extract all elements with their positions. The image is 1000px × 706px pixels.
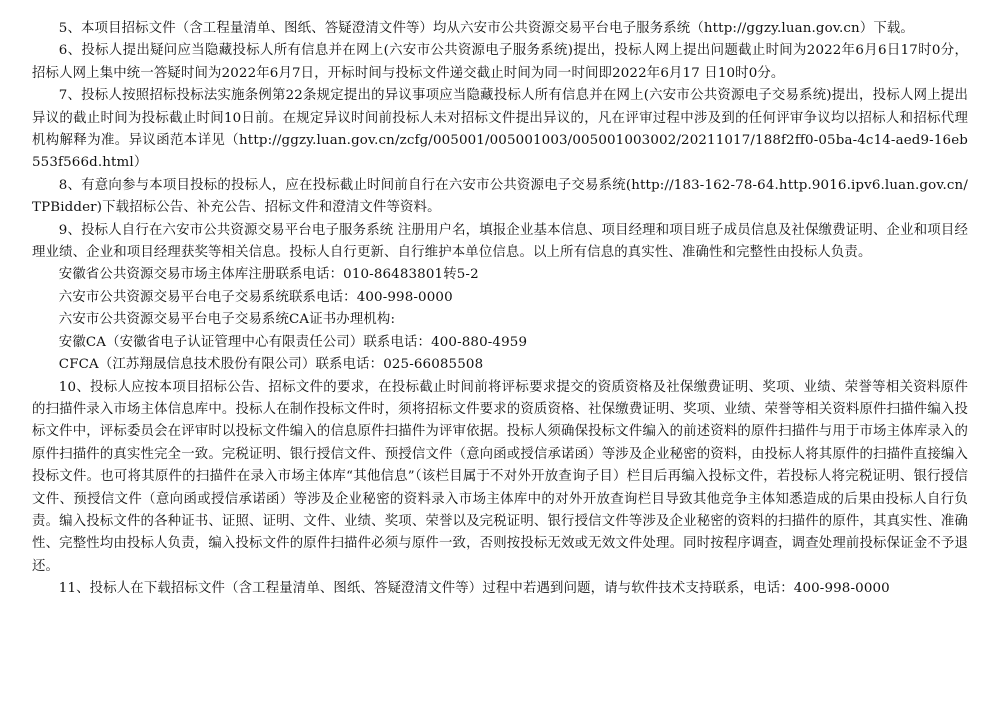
document-body	[32, 18, 968, 601]
paragraph-6: 6、投标人提出疑问应当隐藏投标人所有信息并在网上(六安市公共资源电子服务系统)提出，投标人网上提出问题截止时间为2022年6月6日17时0分，招标人网上集中统一答疑时间为2022年6月7日，开标时间与投标文件递交截止时间为同一时间即2022年6月17 日10时0分。	[32, 43, 968, 81]
paragraph-5: 5、本项目招标文件（含工程量清单、图纸、答疑澄清文件等）均从六安市公共资源交易平台电子服务系统（http://ggzy.luan.gov.cn）下载。	[58, 21, 914, 36]
contact-cfca-phone: CFCA（江苏翔晟信息技术股份有限公司）联系电话：025-66085508	[58, 357, 484, 373]
paragraph-7: 7、投标人按照招标投标法实施条例第22条规定提出的异议事项应当隐藏投标人所有信息并在网上(六安市公共资源电子交易系统)提出，投标人网上提出异议的截止时间为投标截止时间10日前。在规定异议时间前投标人未对招标文件提出异议的，凡在评审过程中涉及到的任何评审争议均以招标人和招标代理机构解释为准。异议函范本详见（http://ggzy.luan.gov.cn/zcfg/005001/005001003/005001003002/20211017/188f2ff0-05ba-4c14-aed9-16eb553f566d.html）	[32, 88, 968, 171]
paragraph-9: 9、投标人自行在六安市公共资源交易平台电子服务系统 注册用户名，填报企业基本信息、项目经理和项目班子成员信息及社保缴费证明、企业和项目经理业绩、企业和项目经理获奖等相关信息。投标人自行更新、自行维护本单位信息。以上所有信息的真实性、准确性和完整性由投标人负责。	[32, 222, 968, 261]
paragraph-10: 10、投标人应按本项目招标公告、招标文件的要求，在投标截止时间前将评标要求提交的资质资格及社保缴费证明、奖项、业绩、荣誉等相关资料原件的扫描件录入市场主体信息库中。投标人在制作投标文件时，须将招标文件要求的资质资格、社保缴费证明、奖项、业绩、荣誉等相关资料原件扫描件编入投标文件中，评标委员会在评审时以投标文件编入的信息原件扫描件为评审依据。投标人须确保投标文件编入的前述资料的原件扫描件与用于市场主体库录入的原件扫描件的真实性完全一致。完税证明、银行授信文件、预授信文件（意向函或授信承诺函）等涉及企业秘密的资料，由投标人将其原件的扫描件直接编入投标文件。也可将其原件的扫描件在录入市场主体库“其他信息”（该栏目属于不对外开放查询子目）栏目后再编入投标文件，若投标人将完税证明、银行授信文件、预授信文件（意向函或授信承诺函）等涉及企业秘密的资料录入市场主体库中的对外开放查询栏目导致其他竞争主体知悉造成的后果由投标人自行负责。编入投标文件的各种证书、证照、证明、文件、业绩、奖项、荣誉以及完税证明、银行授信文件等涉及企业秘密的资料的扫描件的原件，其真实性、准确性、完整性均由投标人负责，编入投标文件的原件扫描件必须与原件一致，否则按投标无效或无效文件处理。同时按程序调查，调查处理前投标保证金不予退还。	[32, 379, 968, 574]
paragraph-11: 11、投标人在下载招标文件（含工程量清单、图纸、答疑澄清文件等）过程中若遇到问题，请与软件技术支持联系，电话：400-998-0000	[58, 581, 890, 597]
contact-trading-system-phone: 六安市公共资源交易平台电子交易系统联系电话：400-998-0000	[58, 289, 453, 305]
paragraph-8: 8、有意向参与本项目投标的投标人，应在投标截止时间前自行在六安市公共资源电子交易系统(http://183-162-78-64.http.9016.ipv6.luan.gov.cn/TPBidder)下载招标公告、补充公告、招标文件和澄清文件等资料。	[32, 177, 968, 216]
contact-registration-phone: 安徽省公共资源交易市场主体库注册联系电话：010-86483801转5-2	[58, 267, 479, 283]
contact-ca-agencies-heading: 六安市公共资源交易平台电子交易系统CA证书办理机构:	[58, 312, 396, 328]
contact-anhui-ca-phone: 安徽CA（安徽省电子认证管理中心有限责任公司）联系电话：400-880-4959	[58, 334, 528, 350]
